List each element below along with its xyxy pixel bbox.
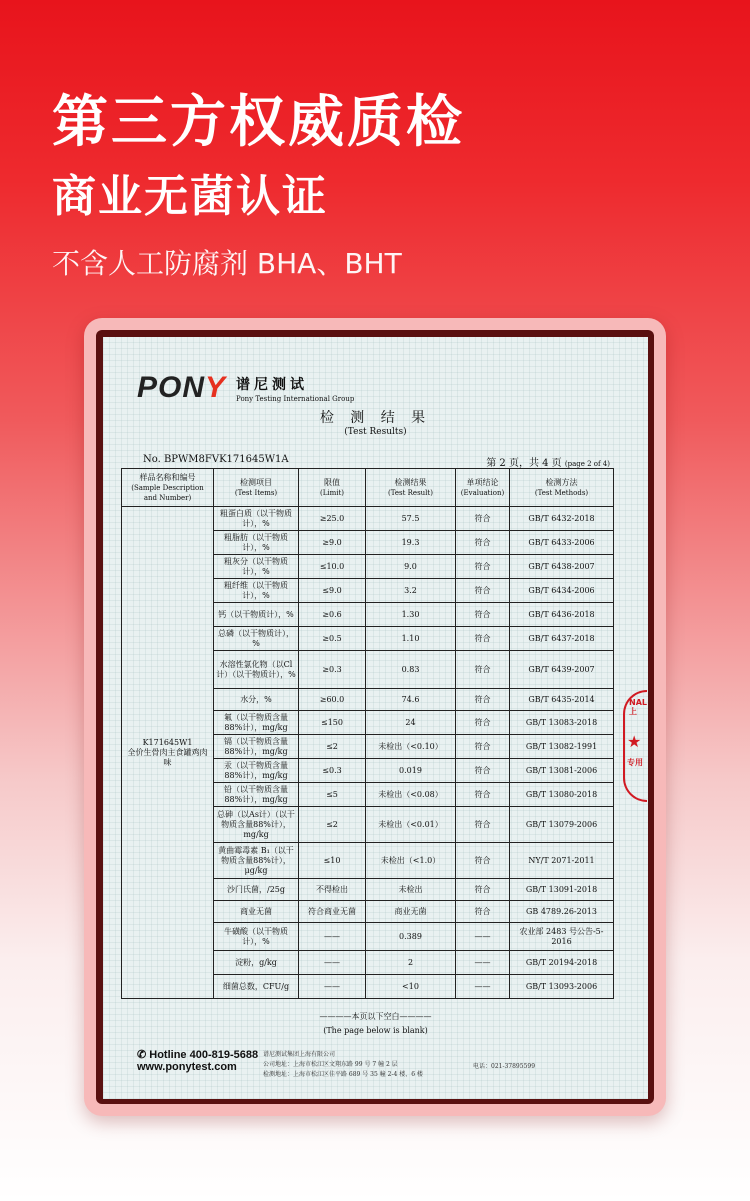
page-info xyxy=(486,454,610,469)
test-result: 0.389 xyxy=(366,923,456,951)
hero-subtitle: 商业无菌认证 xyxy=(52,171,328,222)
hero-section xyxy=(52,88,465,282)
test-method: GB 4789.26-2013 xyxy=(510,901,614,923)
company-address: 公司地址：上海市松江区文翔东路 99 号 7 幢 2 层 xyxy=(263,1061,398,1068)
test-item: 水分，% xyxy=(214,689,299,711)
stamp-text-bottom: 专用 xyxy=(627,758,643,767)
test-result: 3.2 xyxy=(366,579,456,603)
report-title-en: (Test Results) xyxy=(344,427,407,437)
limit-value: ≤10.0 xyxy=(299,555,366,579)
evaluation: 符合 xyxy=(456,579,510,603)
test-result: 9.0 xyxy=(366,555,456,579)
test-result: 未检出（<1.0） xyxy=(366,843,456,879)
test-result: 19.3 xyxy=(366,531,456,555)
official-seal-stamp xyxy=(623,690,647,802)
limit-value: ≥0.3 xyxy=(299,651,366,689)
test-result: 未检出（<0.08） xyxy=(366,783,456,807)
page-cn: 第 2 页，共 4 页 xyxy=(486,458,562,469)
test-item: 水溶性氯化物（以Cl计）（以干物质计），% xyxy=(214,651,299,689)
evaluation: 符合 xyxy=(456,783,510,807)
evaluation: 符合 xyxy=(456,879,510,901)
test-method: GB/T 13093-2006 xyxy=(510,975,614,999)
evaluation: 符合 xyxy=(456,901,510,923)
test-method: GB/T 6435-2014 xyxy=(510,689,614,711)
phone: 电话：021-37895599 xyxy=(473,1063,536,1070)
evaluation: 符合 xyxy=(456,627,510,651)
lab-address: 检测地址：上海市松江区佳平路 689 号 35 幢 2-4 楼、6 楼 xyxy=(263,1071,423,1078)
blank-note: ————本页以下空白———— (The page below is blank) xyxy=(103,1011,648,1035)
test-method: GB/T 13083-2018 xyxy=(510,711,614,735)
limit-value: ≥25.0 xyxy=(299,507,366,531)
limit-value: —— xyxy=(299,975,366,999)
test-method: 农业部 2483 号公告-5-2016 xyxy=(510,923,614,951)
evaluation: 符合 xyxy=(456,843,510,879)
evaluation: —— xyxy=(456,951,510,975)
test-method: NY/T 2071-2011 xyxy=(510,843,614,879)
table-row xyxy=(122,507,614,531)
sample-cell xyxy=(122,507,214,999)
test-item: 粗脂肪（以干物质计），% xyxy=(214,531,299,555)
logo-cn: 谱尼测试 xyxy=(236,376,309,393)
test-item: 牛磺酸（以干物质计），% xyxy=(214,923,299,951)
limit-value: ≤5 xyxy=(299,783,366,807)
test-item: 铅（以干物质含量88%计），mg/kg xyxy=(214,783,299,807)
test-item: 钙（以干物质计），% xyxy=(214,603,299,627)
evaluation: —— xyxy=(456,975,510,999)
limit-value: ≥9.0 xyxy=(299,531,366,555)
evaluation: 符合 xyxy=(456,531,510,555)
test-item: 总磷（以干物质计），% xyxy=(214,627,299,651)
limit-value: 符合商业无菌 xyxy=(299,901,366,923)
test-item: 氟（以干物质含量88%计），mg/kg xyxy=(214,711,299,735)
limit-value: —— xyxy=(299,923,366,951)
test-method: GB/T 6439-2007 xyxy=(510,651,614,689)
test-method: GB/T 6432-2018 xyxy=(510,507,614,531)
test-method: GB/T 20194-2018 xyxy=(510,951,614,975)
test-result: 57.5 xyxy=(366,507,456,531)
test-method: GB/T 6434-2006 xyxy=(510,579,614,603)
test-item: 粗纤维（以干物质计），% xyxy=(214,579,299,603)
test-result: 2 xyxy=(366,951,456,975)
test-method: GB/T 6436-2018 xyxy=(510,603,614,627)
evaluation: 符合 xyxy=(456,711,510,735)
test-item: 黄曲霉毒素 B₁（以干物质含量88%计），μg/kg xyxy=(214,843,299,879)
limit-value: ≤150 xyxy=(299,711,366,735)
results-table xyxy=(121,468,614,999)
col-limit: 限值 (Limit) xyxy=(299,469,366,507)
test-report-document xyxy=(103,337,648,1099)
hero-title: 第三方权威质检 xyxy=(52,90,465,155)
evaluation: 符合 xyxy=(456,555,510,579)
col-result: 检测结果 (Test Result) xyxy=(366,469,456,507)
evaluation: —— xyxy=(456,923,510,951)
evaluation: 符合 xyxy=(456,759,510,783)
col-evaluation: 单项结论 (Evaluation) xyxy=(456,469,510,507)
test-item: 粗灰分（以干物质计），% xyxy=(214,555,299,579)
hotline: ✆ Hotline 400-819-5688 xyxy=(137,1049,259,1061)
limit-value: —— xyxy=(299,951,366,975)
test-result: 0.019 xyxy=(366,759,456,783)
evaluation: 符合 xyxy=(456,689,510,711)
test-result: 未检出（<0.01） xyxy=(366,807,456,843)
test-item: 汞（以干物质含量88%计），mg/kg xyxy=(214,759,299,783)
test-item: 商业无菌 xyxy=(214,901,299,923)
sample-code: K171645W1 xyxy=(142,737,193,747)
col-method: 检测方法 (Test Methods) xyxy=(510,469,614,507)
test-item: 淀粉，g/kg xyxy=(214,951,299,975)
limit-value: ≤2 xyxy=(299,807,366,843)
evaluation: 符合 xyxy=(456,807,510,843)
test-result: 1.10 xyxy=(366,627,456,651)
test-method: GB/T 6437-2018 xyxy=(510,627,614,651)
evaluation: 符合 xyxy=(456,603,510,627)
test-result: 未检出 xyxy=(366,879,456,901)
evaluation: 符合 xyxy=(456,651,510,689)
test-method: GB/T 6438-2007 xyxy=(510,555,614,579)
test-result: 24 xyxy=(366,711,456,735)
blank-note-en: (The page below is blank) xyxy=(323,1026,428,1035)
table-header-row xyxy=(122,469,614,507)
limit-value: ≥0.5 xyxy=(299,627,366,651)
test-result: 未检出（<0.10） xyxy=(366,735,456,759)
limit-value: ≥0.6 xyxy=(299,603,366,627)
limit-value: ≤0.3 xyxy=(299,759,366,783)
test-result: 1.30 xyxy=(366,603,456,627)
test-item: 总砷（以As计）（以干物质含量88%计），mg/kg xyxy=(214,807,299,843)
test-result: 0.83 xyxy=(366,651,456,689)
col-item: 检测项目 (Test Items) xyxy=(214,469,299,507)
test-method: GB/T 6433-2006 xyxy=(510,531,614,555)
pony-logo xyxy=(137,371,354,405)
test-method: GB/T 13081-2006 xyxy=(510,759,614,783)
limit-value: 不得检出 xyxy=(299,879,366,901)
logo-wordmark: PONY xyxy=(137,371,227,404)
limit-value: ≤2 xyxy=(299,735,366,759)
test-result: <10 xyxy=(366,975,456,999)
sample-name: 全价生骨肉主食罐鸡肉味 xyxy=(127,747,208,767)
stamp-text-top: NAL上 xyxy=(629,698,647,716)
report-number: No. BPWM8FVK171645W1A xyxy=(143,454,289,465)
hero-tagline: 不含人工防腐剂 BHA、BHT xyxy=(52,247,402,280)
company-name: 谱尼测试集团上海有限公司 xyxy=(263,1051,336,1058)
test-method: GB/T 13080-2018 xyxy=(510,783,614,807)
website: www.ponytest.com xyxy=(137,1061,237,1073)
test-result: 商业无菌 xyxy=(366,901,456,923)
test-method: GB/T 13079-2006 xyxy=(510,807,614,843)
report-title: 检 测 结 果 xyxy=(319,410,432,426)
limit-value: ≤9.0 xyxy=(299,579,366,603)
limit-value: ≥60.0 xyxy=(299,689,366,711)
test-item: 粗蛋白质（以干物质计），% xyxy=(214,507,299,531)
col-sample: 样品名称和编号 (Sample Description and Number) xyxy=(122,469,214,507)
star-icon: ★ xyxy=(627,732,642,751)
footer-info xyxy=(263,1050,423,1080)
logo-en: Pony Testing International Group xyxy=(236,394,355,403)
evaluation: 符合 xyxy=(456,735,510,759)
test-method: GB/T 13082-1991 xyxy=(510,735,614,759)
limit-value: ≤10 xyxy=(299,843,366,879)
test-item: 镉（以干物质含量88%计），mg/kg xyxy=(214,735,299,759)
test-result: 74.6 xyxy=(366,689,456,711)
test-method: GB/T 13091-2018 xyxy=(510,879,614,901)
test-item: 细菌总数，CFU/g xyxy=(214,975,299,999)
test-item: 沙门氏菌，/25g xyxy=(214,879,299,901)
page-en: (page 2 of 4) xyxy=(564,460,610,468)
evaluation: 符合 xyxy=(456,507,510,531)
